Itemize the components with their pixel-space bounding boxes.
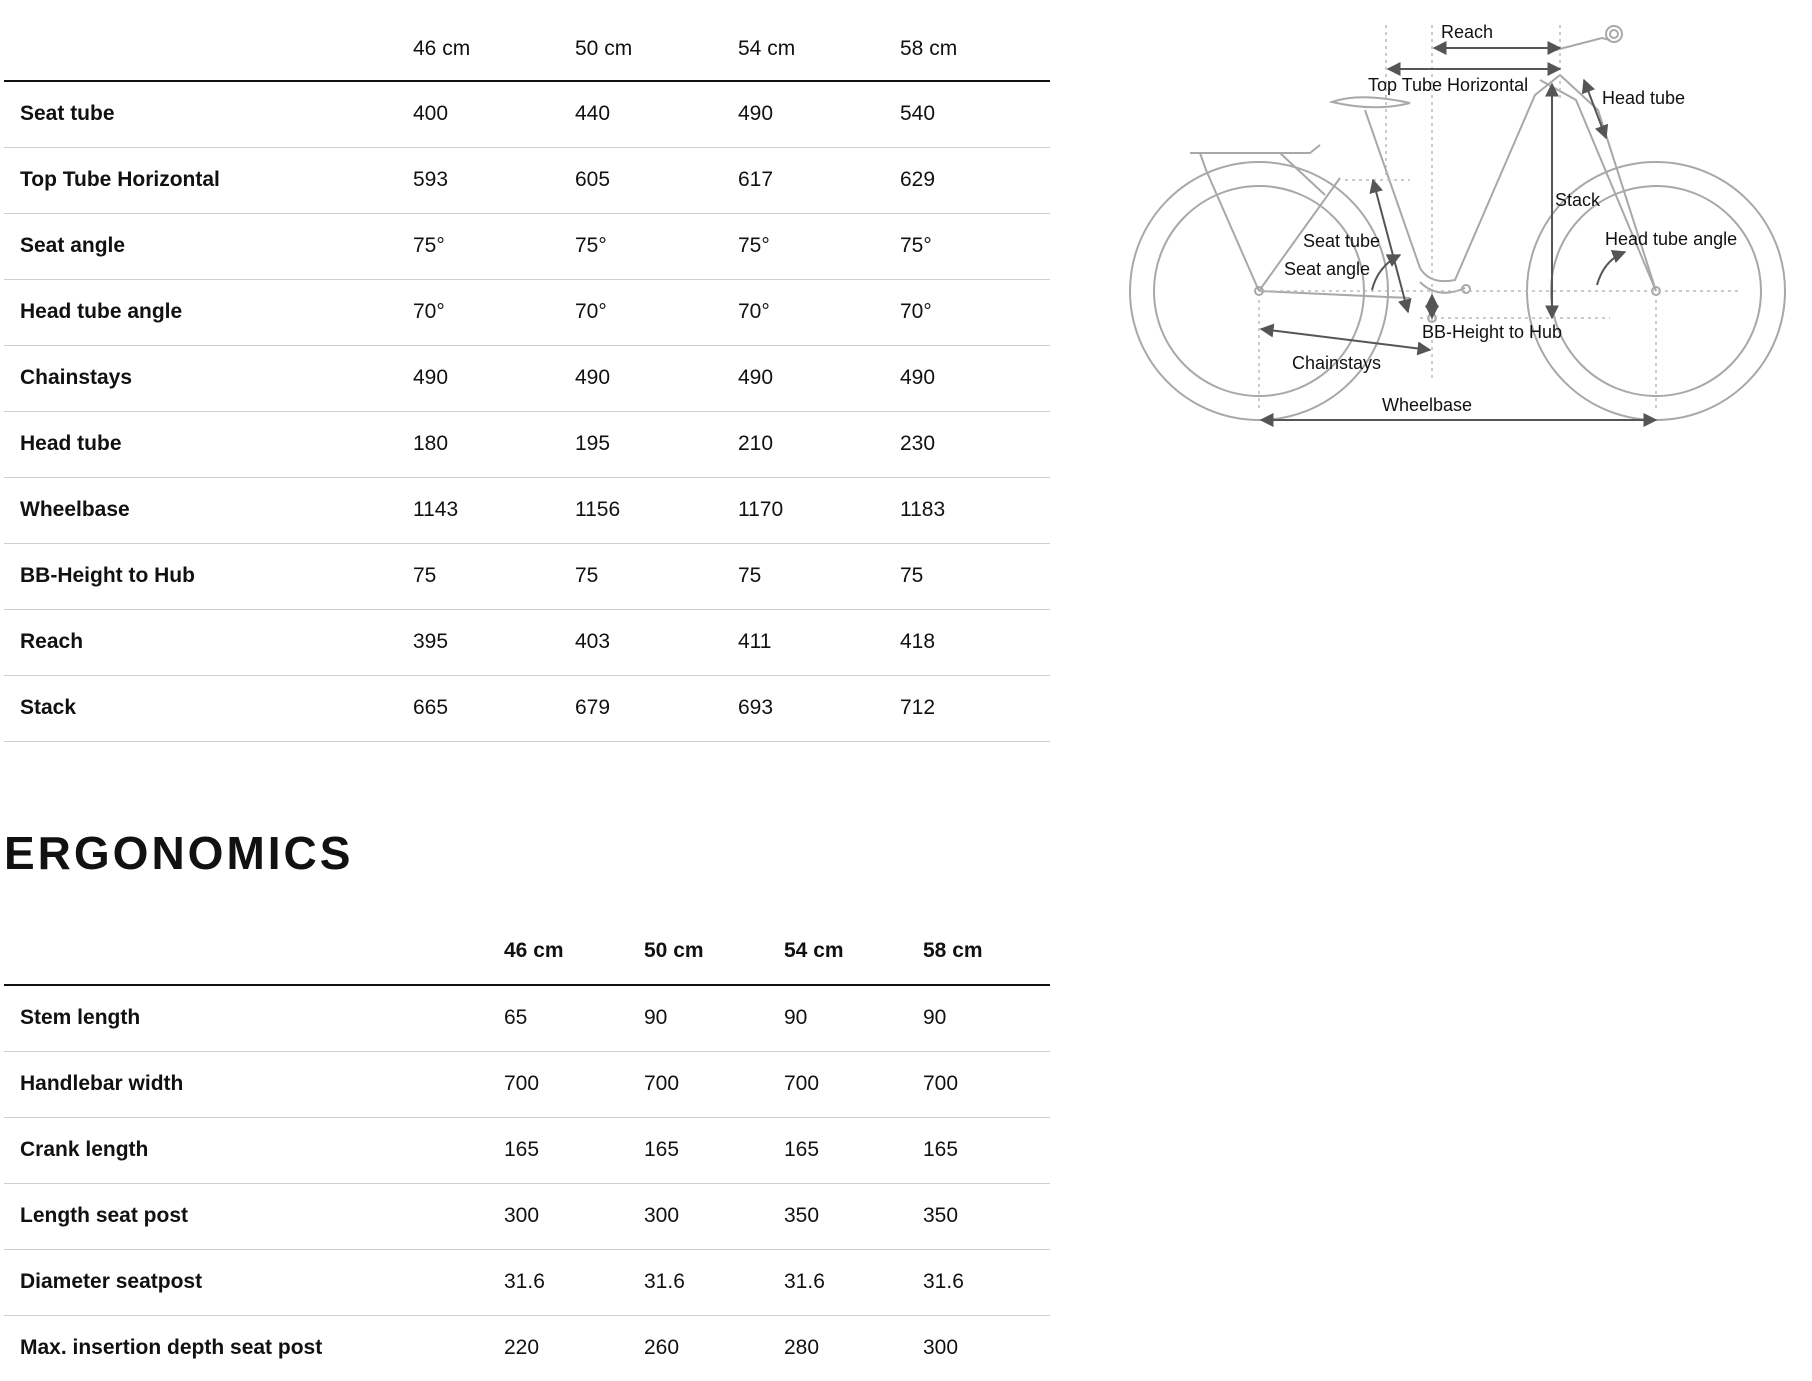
cell-value: 165 <box>644 1138 680 1161</box>
cell-value: 75° <box>575 234 607 257</box>
cell-value: 75 <box>738 564 762 587</box>
diagram-label-head-tube-angle: Head tube angle <box>1605 229 1738 249</box>
cell-value: 31.6 <box>644 1270 685 1293</box>
cell-value: 679 <box>575 696 611 719</box>
cell-value: 75° <box>413 234 445 257</box>
cell-value: 1183 <box>900 498 946 521</box>
cell-value: 165 <box>784 1138 820 1161</box>
cell-value: 350 <box>923 1204 959 1227</box>
diagram-label-top-tube: Top Tube Horizontal <box>1368 75 1529 95</box>
size-header-58: 58 cm <box>923 939 983 962</box>
row-label: Reach <box>20 630 84 653</box>
bike-geometry-diagram <box>1120 0 1810 440</box>
table-row <box>4 986 1050 1052</box>
table-row <box>4 412 1050 478</box>
cell-value: 1143 <box>413 498 459 521</box>
cell-value: 75° <box>900 234 932 257</box>
cell-value: 90 <box>644 1006 668 1029</box>
row-label: BB-Height to Hub <box>20 564 195 587</box>
cell-value: 665 <box>413 696 449 719</box>
table-row <box>4 1184 1050 1250</box>
row-label: Wheelbase <box>20 498 130 521</box>
cell-value: 90 <box>784 1006 808 1029</box>
row-label: Seat angle <box>20 234 126 257</box>
table-row <box>4 544 1050 610</box>
cell-value: 75 <box>575 564 599 587</box>
cell-value: 230 <box>900 432 936 455</box>
row-label: Chainstays <box>20 366 133 389</box>
diagram-label-stack: Stack <box>1555 190 1601 210</box>
row-label: Length seat post <box>20 1204 189 1227</box>
cell-value: 693 <box>738 696 774 719</box>
cell-value: 700 <box>504 1072 540 1095</box>
cell-value: 350 <box>784 1204 820 1227</box>
cell-value: 593 <box>413 168 449 191</box>
cell-value: 31.6 <box>784 1270 825 1293</box>
head-tube-angle-arc <box>1597 252 1625 285</box>
table-row <box>4 610 1050 676</box>
size-header-58: 58 cm <box>900 37 958 60</box>
cell-value: 31.6 <box>923 1270 964 1293</box>
diagram-label-chainstays: Chainstays <box>1292 353 1382 373</box>
table-row <box>4 1316 1050 1381</box>
cell-value: 629 <box>900 168 936 191</box>
row-label: Diameter seatpost <box>20 1270 203 1293</box>
row-label: Handlebar width <box>20 1072 184 1095</box>
cell-value: 411 <box>738 630 772 653</box>
row-label: Head tube angle <box>20 300 183 323</box>
cell-value: 300 <box>923 1336 959 1359</box>
cell-value: 280 <box>784 1336 820 1359</box>
cell-value: 400 <box>413 102 449 125</box>
cell-value: 65 <box>504 1006 528 1029</box>
cell-value: 700 <box>644 1072 680 1095</box>
cell-value: 700 <box>784 1072 820 1095</box>
cell-value: 165 <box>923 1138 959 1161</box>
diagram-label-head-tube: Head tube <box>1602 88 1686 108</box>
cell-value: 31.6 <box>504 1270 545 1293</box>
cell-value: 90 <box>923 1006 947 1029</box>
size-header-54: 54 cm <box>784 939 844 962</box>
stem <box>1548 38 1610 52</box>
row-label: Top Tube Horizontal <box>20 168 220 191</box>
cell-value: 700 <box>923 1072 959 1095</box>
table-row <box>4 280 1050 346</box>
row-label: Max. insertion depth seat post <box>20 1336 323 1359</box>
geometry-table <box>4 0 1050 742</box>
cell-value: 540 <box>900 102 936 125</box>
bike-illustration <box>1120 0 1810 440</box>
row-label: Seat tube <box>20 102 115 125</box>
size-header-54: 54 cm <box>738 37 796 60</box>
cell-value: 490 <box>738 366 774 389</box>
saddle <box>1332 97 1410 107</box>
cell-value: 605 <box>575 168 611 191</box>
cell-value: 440 <box>575 102 611 125</box>
size-header-46: 46 cm <box>413 37 471 60</box>
cell-value: 70° <box>900 300 932 323</box>
table-row <box>4 1118 1050 1184</box>
cell-value: 180 <box>413 432 449 455</box>
size-header-50: 50 cm <box>644 939 704 962</box>
cell-value: 70° <box>738 300 770 323</box>
diagram-label-seat-angle: Seat angle <box>1284 259 1371 279</box>
table-row <box>4 82 1050 148</box>
cell-value: 490 <box>413 366 449 389</box>
cell-value: 210 <box>738 432 774 455</box>
cell-value: 418 <box>900 630 936 653</box>
cell-value: 260 <box>644 1336 680 1359</box>
size-header-46: 46 cm <box>504 939 564 962</box>
row-label: Head tube <box>20 432 122 455</box>
cell-value: 70° <box>413 300 445 323</box>
cell-value: 490 <box>900 366 936 389</box>
cell-value: 403 <box>575 630 611 653</box>
row-label: Stack <box>20 696 77 719</box>
cell-value: 395 <box>413 630 449 653</box>
ergonomics-header-row <box>4 903 1050 986</box>
table-row <box>4 676 1050 742</box>
cell-value: 490 <box>738 102 774 125</box>
ergonomics-table <box>4 903 1050 1381</box>
diagram-label-bb-height: BB-Height to Hub <box>1422 322 1563 342</box>
size-header-50: 50 cm <box>575 37 633 60</box>
table-row <box>4 1250 1050 1316</box>
cell-value: 75° <box>738 234 770 257</box>
down-tube <box>1420 75 1560 281</box>
diagram-label-wheelbase: Wheelbase <box>1382 395 1473 415</box>
cell-value: 165 <box>504 1138 540 1161</box>
table-row <box>4 214 1050 280</box>
cell-value: 712 <box>900 696 936 719</box>
ergonomics-title: ERGONOMICS <box>4 827 354 879</box>
cell-value: 300 <box>644 1204 680 1227</box>
diagram-label-reach: Reach <box>1441 22 1494 42</box>
cell-value: 220 <box>504 1336 540 1359</box>
cell-value: 195 <box>575 432 611 455</box>
cell-value: 490 <box>575 366 611 389</box>
table-row <box>4 346 1050 412</box>
cell-value: 75 <box>413 564 437 587</box>
table-row <box>4 1052 1050 1118</box>
cell-value: 617 <box>738 168 774 191</box>
cell-value: 1170 <box>738 498 784 521</box>
cell-value: 1156 <box>575 498 621 521</box>
row-label: Stem length <box>20 1006 141 1029</box>
table-row <box>4 148 1050 214</box>
row-label: Crank length <box>20 1138 149 1161</box>
diagram-label-seat-tube: Seat tube <box>1303 231 1381 251</box>
cell-value: 300 <box>504 1204 540 1227</box>
cell-value: 75 <box>900 564 924 587</box>
cell-value: 70° <box>575 300 607 323</box>
chainstays-arrow <box>1261 329 1430 350</box>
table-row <box>4 478 1050 544</box>
geometry-header-row <box>4 0 1050 82</box>
